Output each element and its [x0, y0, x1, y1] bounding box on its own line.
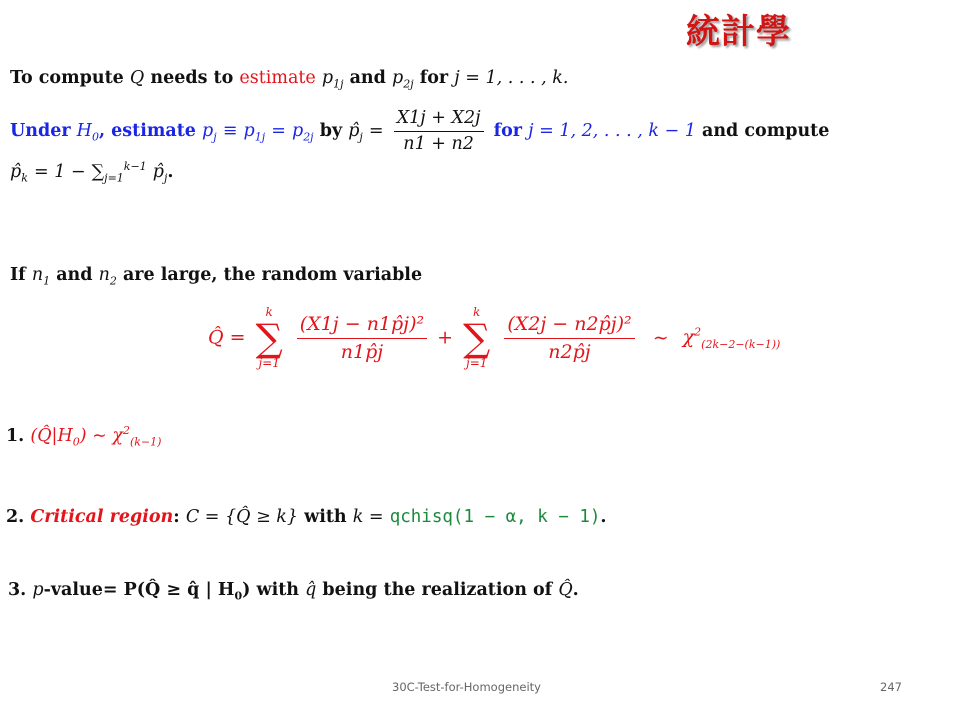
fraction-numerator: (X2j − n2p̂j)²: [504, 313, 634, 339]
formula-lhs: Q̂ =: [208, 326, 246, 349]
critical-region-label: Critical region: [30, 507, 174, 527]
item-1: [6, 424, 161, 449]
math-range: j = 1, . . . , k.: [454, 68, 569, 88]
sum-upper: k: [265, 305, 273, 319]
math-Qhat: Q̂: [558, 580, 573, 600]
math-q: Q: [129, 68, 145, 88]
math-p1j: $p_{1j}$: [243, 121, 266, 144]
item-number: 2.: [6, 507, 25, 527]
fraction-term2: [504, 313, 634, 364]
text: .: [600, 507, 607, 527]
math-phat-j: $p̂_j$: [152, 161, 168, 185]
sum-lower: j=1: [258, 356, 280, 370]
page-number: 247: [880, 680, 902, 694]
line-if-large: [10, 265, 422, 288]
item-number: 3.: [8, 580, 27, 600]
text-estimate: estimate: [239, 68, 316, 88]
text: for: [493, 121, 523, 141]
math-n1: $n_1$: [31, 265, 51, 288]
text: being the realization of: [322, 580, 553, 600]
fraction-denominator: n1 + n2: [403, 134, 474, 154]
text: needs to: [150, 68, 234, 88]
fraction-numerator: X1j + X2j: [394, 108, 484, 132]
text: .: [572, 580, 579, 600]
math-pj: $p_j$: [202, 121, 217, 144]
text: and compute: [701, 121, 830, 141]
slide-title: 統計學: [686, 12, 791, 52]
math-p1j: $p_{1j}$: [321, 68, 344, 91]
math-sum: $\sum_{j=1}^{k-1}$: [91, 160, 147, 185]
text: , estimate: [98, 121, 196, 141]
math-h0: $H_0$: [76, 121, 99, 144]
math-k-eq: k =: [352, 507, 384, 527]
math-eq: =: [368, 121, 384, 141]
code-qchisq: qchisq(1 − α, k − 1): [389, 507, 601, 527]
sum-upper: k: [473, 305, 481, 319]
math-p2j: $p_{2j}$: [392, 68, 414, 91]
item-3: [8, 580, 579, 603]
sum-symbol: ∑: [463, 316, 491, 360]
line-under-h0: [10, 108, 829, 155]
footer-title: 30C-Test-for-Homogeneity: [392, 680, 541, 694]
line-pk: [10, 160, 174, 185]
pvalue-expression: -value= P(Q̂ ≥ q̂ | $H_0$): [43, 580, 251, 603]
math-equiv: ≡: [222, 121, 238, 141]
fraction-denominator: n2p̂j: [548, 340, 591, 363]
sum-lower: j=1: [465, 356, 488, 370]
math-p: p: [32, 580, 44, 600]
item-number: 1.: [6, 425, 25, 446]
formula-q-statistic: [208, 306, 780, 370]
line-compute-q: [10, 68, 568, 91]
text: are large, the random variable: [122, 265, 423, 285]
math-qhat: q̂: [305, 580, 317, 600]
math-text: = 1 −: [33, 161, 86, 182]
text: .: [167, 161, 174, 182]
math-range: j = 1, 2, . . . , k − 1: [528, 121, 696, 141]
math-p2j: $p_{2j}$: [291, 121, 314, 144]
math-q-given-h0: $(Q̂|H_0)$ ∼ $\chi^2_{(k-1)}$: [30, 424, 162, 449]
item-2: [6, 507, 607, 528]
text: for: [419, 68, 449, 88]
summation: [256, 306, 283, 370]
text-by: by: [319, 121, 343, 141]
text: and: [56, 265, 93, 285]
math-phat-k: $p̂_k$: [10, 161, 28, 185]
fraction-term1: [297, 313, 427, 364]
text: with: [256, 580, 300, 600]
fraction-estimate: [394, 108, 484, 155]
plus-sign: +: [437, 326, 454, 349]
fraction-numerator: (X1j − n1p̂j)²: [297, 313, 427, 339]
text: If: [10, 265, 26, 285]
sum-symbol: ∑: [255, 316, 283, 360]
math-critical-set: C = {Q̂ ≥ k}: [185, 507, 299, 527]
text: To compute: [10, 68, 124, 88]
math-n2: $n_2$: [98, 265, 117, 288]
chi-square: $\chi^2_{(2k-2-(k-1))}$: [682, 325, 781, 351]
tilde: ∼: [652, 326, 669, 349]
text: Under: [10, 121, 71, 141]
text: with: [304, 507, 347, 527]
summation: [463, 306, 490, 370]
fraction-denominator: n1p̂j: [340, 340, 384, 363]
math-phat-j: $p̂_j$: [348, 121, 363, 144]
math-eq: =: [271, 121, 286, 141]
text: :: [173, 507, 180, 527]
text: and: [349, 68, 386, 88]
